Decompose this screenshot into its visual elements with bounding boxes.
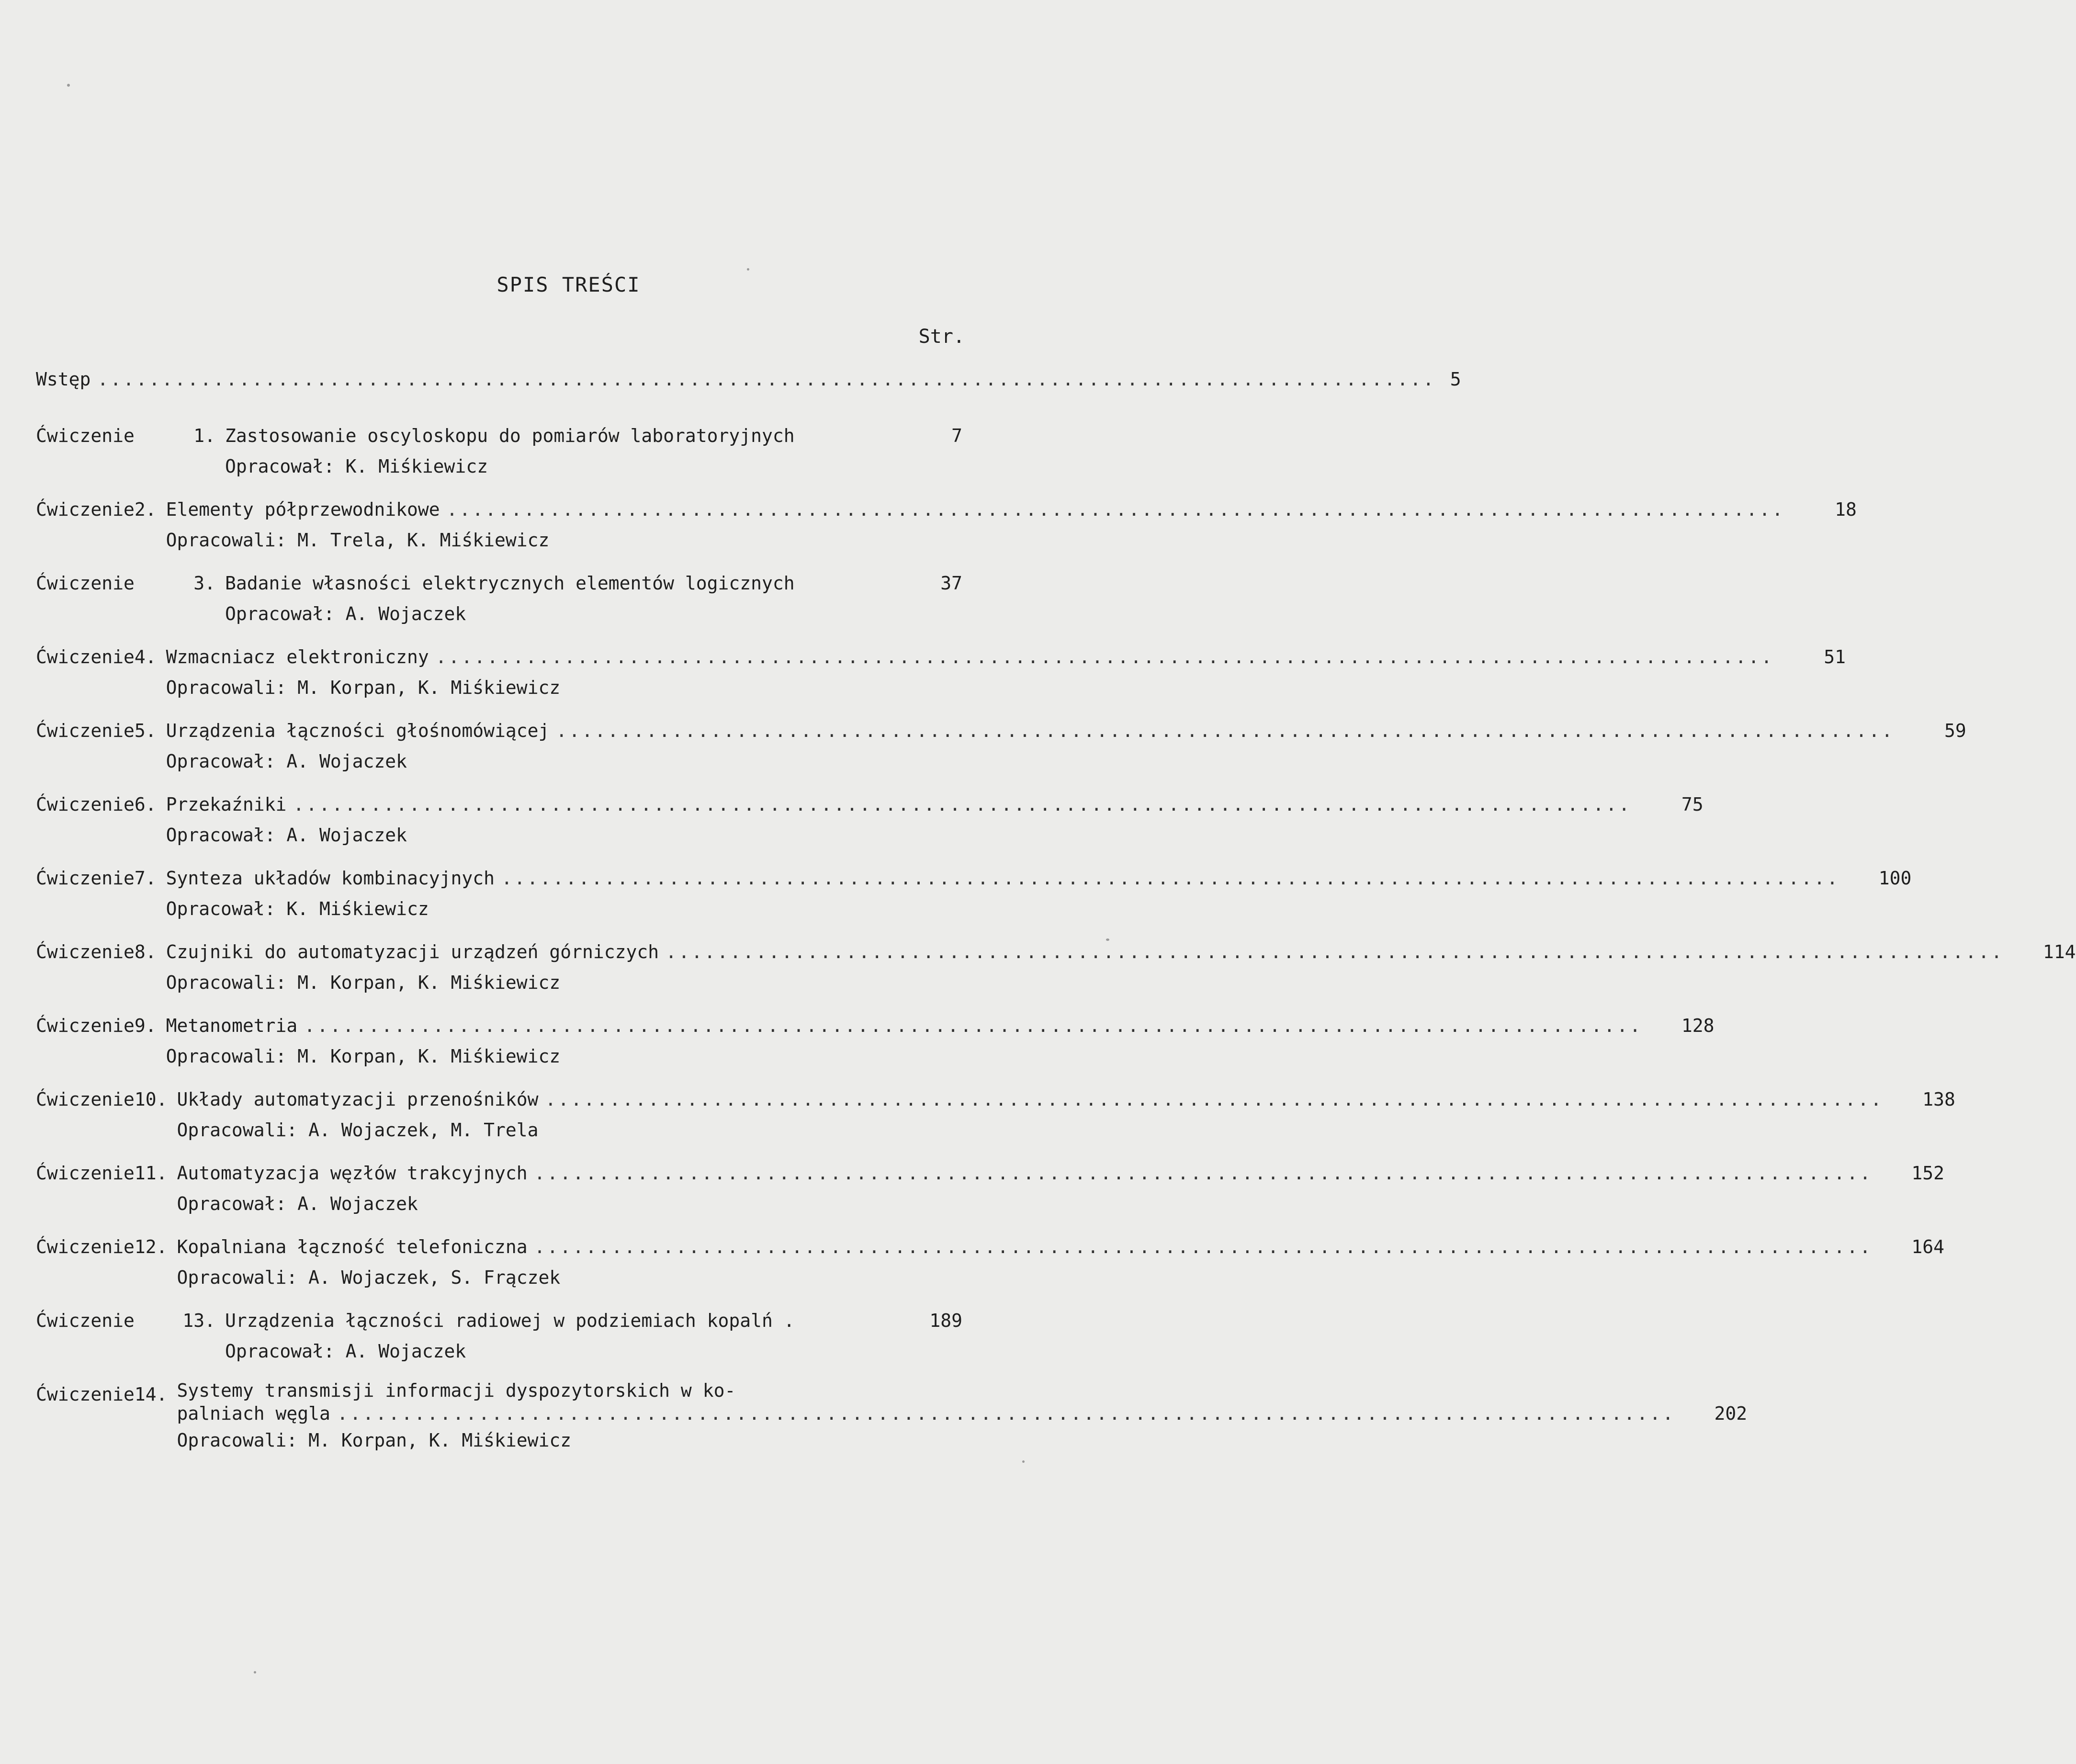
- paper-speck: [67, 84, 70, 87]
- toc-entry: [36, 937, 2076, 998]
- exercise-body: [166, 715, 1966, 777]
- paper-speck: [1022, 1460, 1025, 1463]
- exercise-title: Synteza układów kombinacyjnych: [166, 868, 495, 889]
- toc-entry: [36, 1158, 1944, 1219]
- exercise-page-number: 7: [951, 425, 962, 446]
- exercise-author: Opracowali: M. Trela, K. Miśkiewicz: [166, 530, 550, 551]
- exercise-label: Ćwiczenie: [36, 720, 135, 741]
- exercise-page-number: 152: [1911, 1163, 1944, 1184]
- exercise-body: [166, 1010, 1715, 1072]
- intro-label: Wstęp: [36, 369, 91, 390]
- exercise-label: Ćwiczenie: [36, 1089, 135, 1110]
- exercise-title-row: [225, 568, 962, 599]
- exercise-title: Automatyzacja węzłów trakcyjnych: [177, 1163, 528, 1184]
- exercise-body: [177, 1379, 1748, 1456]
- exercise-title: Wzmacniacz elektroniczny: [166, 646, 429, 667]
- exercise-page-number: 59: [1944, 720, 1966, 741]
- exercise-title-row: [177, 1402, 1748, 1425]
- exercise-label: Ćwiczenie: [36, 646, 135, 667]
- exercise-author: Opracowali: M. Korpan, K. Miśkiewicz: [166, 972, 561, 993]
- exercise-label: Ćwiczenie: [36, 1384, 135, 1405]
- exercise-author: Opracował: A. Wojaczek: [225, 1341, 466, 1362]
- exercise-body: [177, 1158, 1944, 1219]
- exercise-body: [225, 568, 962, 629]
- toc-intro-row: [36, 369, 1461, 397]
- exercise-body: [225, 420, 962, 482]
- exercise-title-row: [177, 1232, 1944, 1262]
- toc-entry: [36, 1084, 1955, 1145]
- exercise-title: Układy automatyzacji przenośników: [177, 1089, 539, 1110]
- exercise-title-line1: Systemy transmisji informacji dyspozytorskich w ko-: [177, 1380, 736, 1401]
- exercise-title-row: [166, 494, 1857, 525]
- exercise-title: Metanometria: [166, 1015, 298, 1036]
- exercise-title: Urządzenia łączności głośnomówiącej: [166, 720, 550, 741]
- exercise-body: [225, 1305, 962, 1367]
- exercise-number: 8.: [134, 941, 157, 962]
- exercise-body: [166, 789, 1704, 850]
- exercise-number: 4.: [134, 646, 157, 667]
- dot-leader: ........................................................................................................: [534, 1236, 1873, 1257]
- exercise-label: Ćwiczenie: [36, 941, 135, 962]
- exercise-title-row: [166, 715, 1966, 746]
- dot-leader: ........................................................................................................: [556, 720, 1895, 741]
- exercise-author: Opracował: K. Miśkiewicz: [225, 456, 488, 477]
- table-of-contents: [36, 369, 2076, 1468]
- exercise-label: Ćwiczenie: [36, 1015, 135, 1036]
- dot-leader: ........................................................................................................: [304, 1015, 1643, 1036]
- dot-leader: ........................................................................................................: [293, 794, 1632, 815]
- exercise-number: 2.: [134, 499, 157, 520]
- exercise-number: 11.: [134, 1163, 168, 1184]
- exercise-body: [166, 937, 2076, 998]
- paper-speck: [254, 1671, 256, 1674]
- dot-leader: ........................................................................................................: [534, 1163, 1873, 1184]
- exercise-page-number: 100: [1878, 868, 1912, 889]
- dot-leader: ........................................................................................................: [435, 646, 1774, 667]
- toc-entry: [36, 568, 962, 629]
- page-title: SPIS TREŚCI: [496, 273, 641, 296]
- exercise-author: Opracował: A. Wojaczek: [166, 751, 407, 772]
- exercise-page-number: 51: [1824, 646, 1846, 667]
- toc-entry: [36, 494, 1857, 555]
- exercise-body: [166, 642, 1846, 703]
- exercise-label: Ćwiczenie: [36, 1163, 135, 1184]
- exercise-page-number: 128: [1681, 1015, 1715, 1036]
- dot-leader: ........................................................................................................: [337, 1403, 1676, 1424]
- exercise-title: Przekaźniki: [166, 794, 287, 815]
- exercise-body: [166, 494, 1857, 555]
- toc-entries: [36, 420, 2076, 1367]
- exercise-label: Ćwiczenie: [36, 1310, 135, 1331]
- exercise-author: Opracowali: M. Korpan, K. Miśkiewicz: [177, 1430, 572, 1451]
- exercise-body: [166, 863, 1912, 924]
- toc-entry: [36, 642, 1846, 703]
- exercise-author: Opracowali: M. Korpan, K. Miśkiewicz: [166, 677, 561, 698]
- dot-leader: ........................................................................................................: [97, 369, 1436, 390]
- exercise-label: Ćwiczenie: [36, 425, 135, 446]
- exercise-number: 7.: [134, 868, 157, 889]
- exercise-title-row: [177, 1084, 1955, 1115]
- exercise-body: [177, 1084, 1955, 1145]
- exercise-label: Ćwiczenie: [36, 794, 135, 815]
- exercise-page-number: 202: [1714, 1403, 1748, 1424]
- toc-entry: [36, 420, 962, 482]
- exercise-page-number: 164: [1911, 1236, 1944, 1257]
- toc-entry: [36, 1232, 1944, 1293]
- exercise-page-number: 189: [929, 1310, 962, 1331]
- exercise-title: Zastosowanie oscyloskopu do pomiarów laboratoryjnych: [225, 425, 795, 446]
- exercise-title: Czujniki do automatyzacji urządzeń górniczych: [166, 941, 659, 962]
- exercise-author: Opracowali: A. Wojaczek, M. Trela: [177, 1119, 539, 1141]
- exercise-label: Ćwiczenie: [36, 573, 135, 594]
- exercise-number: 1.: [193, 425, 215, 446]
- exercise-number: 3.: [193, 573, 215, 594]
- exercise-title-row: [166, 863, 1912, 893]
- exercise-number: 13.: [182, 1310, 215, 1331]
- exercise-author: Opracowali: M. Korpan, K. Miśkiewicz: [166, 1046, 561, 1067]
- exercise-title-line2: palniach węgla: [177, 1403, 330, 1424]
- toc-entry: [36, 715, 1966, 777]
- exercise-title-row: [166, 642, 1846, 672]
- exercise-label: Ćwiczenie: [36, 868, 135, 889]
- toc-entry-14: [36, 1379, 1748, 1456]
- exercise-label: Ćwiczenie: [36, 499, 135, 520]
- toc-entry: [36, 1010, 1715, 1072]
- exercise-author: Opracował: A. Wojaczek: [166, 825, 407, 846]
- paper-speck: [1106, 939, 1109, 941]
- exercise-page-number: 114: [2042, 941, 2076, 962]
- intro-page-number: 5: [1450, 369, 1461, 390]
- exercise-number: 5.: [134, 720, 157, 741]
- dot-leader: ........................................................................................................: [446, 499, 1785, 520]
- dot-leader: ........................................................................................................: [545, 1089, 1884, 1110]
- exercise-page-number: 37: [940, 573, 962, 594]
- exercise-title-row: [166, 789, 1704, 820]
- dot-leader: ........................................................................................................: [501, 868, 1840, 889]
- exercise-title: Urządzenia łączności radiowej w podziemiach kopalń .: [225, 1310, 795, 1331]
- exercise-title: Badanie własności elektrycznych elementów logicznych: [225, 573, 795, 594]
- exercise-author: Opracowali: A. Wojaczek, S. Frączek: [177, 1267, 561, 1288]
- exercise-title-row: [166, 937, 2076, 967]
- exercise-page-number: 18: [1835, 499, 1857, 520]
- exercise-label: Ćwiczenie: [36, 1236, 135, 1257]
- exercise-number: 6.: [134, 794, 157, 815]
- exercise-author: Opracował: A. Wojaczek: [225, 603, 466, 624]
- exercise-title-row: [225, 420, 962, 451]
- toc-entry: [36, 789, 1704, 850]
- exercise-author: Opracował: K. Miśkiewicz: [166, 898, 429, 919]
- exercise-page-number: 75: [1681, 794, 1704, 815]
- exercise-body: [177, 1232, 1944, 1293]
- toc-entry: [36, 1305, 962, 1367]
- exercise-title: Kopalniana łączność telefoniczna: [177, 1236, 528, 1257]
- exercise-author: Opracował: A. Wojaczek: [177, 1193, 418, 1214]
- dot-leader: ........................................................................................................: [666, 941, 2004, 962]
- exercise-number: 9.: [134, 1015, 157, 1036]
- paper-speck: [747, 268, 749, 271]
- exercise-number: 12.: [134, 1236, 168, 1257]
- exercise-number: 10.: [134, 1089, 168, 1110]
- exercise-title-row: [225, 1305, 962, 1336]
- exercise-number: 14.: [134, 1384, 168, 1405]
- exercise-page-number: 138: [1922, 1089, 1955, 1110]
- toc-entry: [36, 863, 1912, 924]
- exercise-title-row: [177, 1158, 1944, 1188]
- exercise-title: Elementy półprzewodnikowe: [166, 499, 440, 520]
- exercise-title-row: [166, 1010, 1715, 1041]
- page-column-header: Str.: [918, 326, 965, 348]
